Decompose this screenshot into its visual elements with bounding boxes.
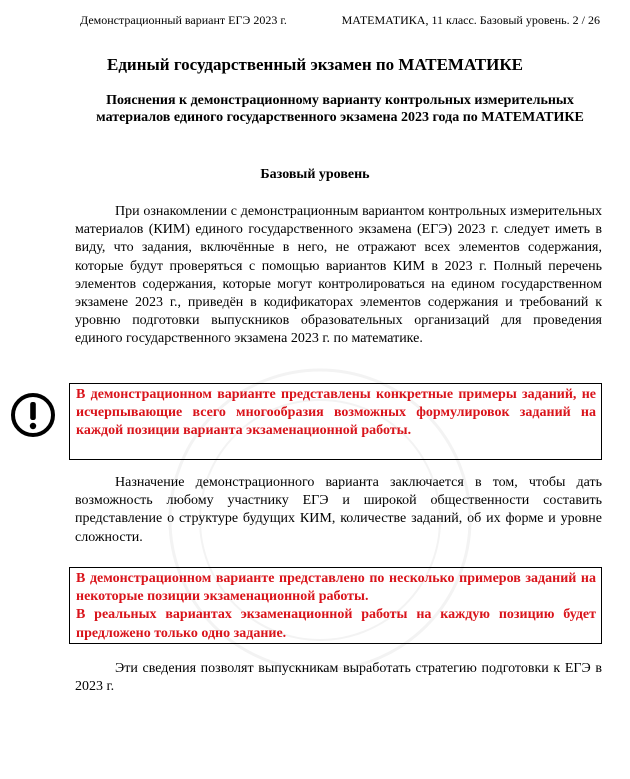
notice-box-examples xyxy=(69,383,602,460)
notice-box-variants xyxy=(69,567,602,644)
intro-paragraph: При ознакомлении с демонстрационным вариантом контрольных измерительных материалов (КИМ) единого государственного экзамена (ЕГЭ) 2023 г. следует иметь в виду, что задания, включённые в него, не отражают всех элементов содержания, которые будут проверяться с помощью вариантов КИМ в 2023 г. Полный перечень элементов содержания, которые могут контролироваться на едином государственном экзамене 2023 г., приведён в кодификаторах элементов содержания и требований к уровню подготовки выпускников образовательных организаций для проведения единого государственного экзамена 2023 г. по математике. xyxy=(75,204,602,347)
notice-text-a: В демонстрационном варианте представлено по несколько примеров заданий на некоторые позиции экзаменационной работы. xyxy=(76,571,596,605)
purpose-paragraph: Назначение демонстрационного варианта заключается в том, чтобы дать возможность любому участнику ЕГЭ и широкой общественности составить представление о структуре будущих КИМ, количестве заданий, об их форме и уровне сложности. xyxy=(75,475,602,545)
page-title: Единый государственный экзамен по МАТЕМАТИКЕ xyxy=(106,55,523,74)
notice-text-b: В реальных вариантах экзаменационной работы на каждую позицию будет предложено только одно задание. xyxy=(76,607,596,641)
level-heading: Базовый уровень xyxy=(260,167,370,182)
exclamation-circle-icon xyxy=(10,392,56,438)
notice-text: В демонстрационном варианте представлены конкретные примеры заданий, не исчерпывающие всего многообразия возможных формулировок заданий на каждой позиции варианта экзаменационной работы. xyxy=(76,387,596,439)
page-subtitle: Пояснения к демонстрационному варианту контрольных измерительных материалов единого государственного экзамена 2023 года по МАТЕМАТИКЕ xyxy=(96,93,584,125)
header-left: Демонстрационный вариант ЕГЭ 2023 г. xyxy=(80,13,287,27)
header-right: МАТЕМАТИКА, 11 класс. Базовый уровень. 2 / 26 xyxy=(341,13,600,27)
closing-paragraph: Эти сведения позволят выпускникам выработать стратегию подготовки к ЕГЭ в 2023 г. xyxy=(75,661,602,695)
